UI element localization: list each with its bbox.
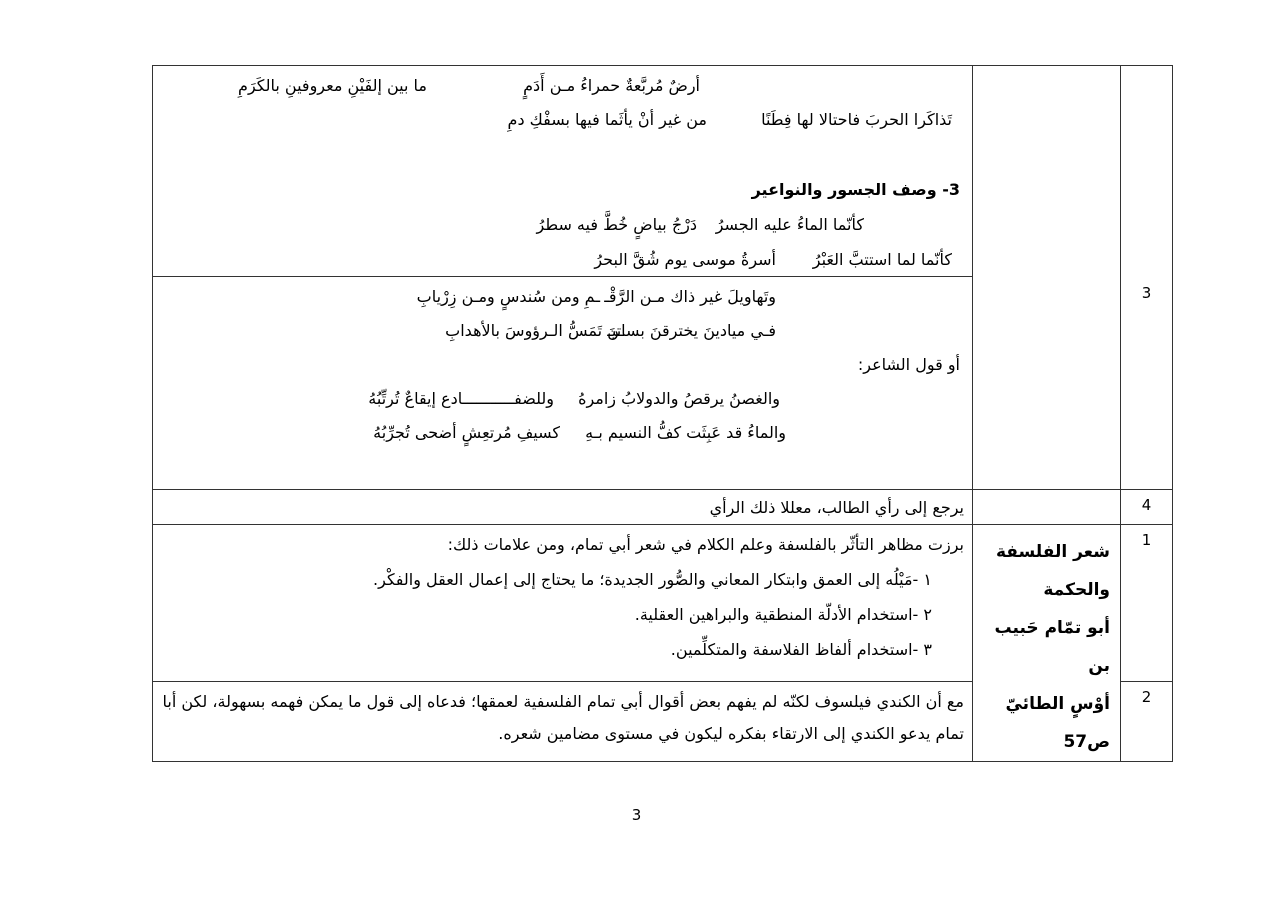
verse-right: كأنّما لما استتبَّ العَبْرُ (812, 250, 952, 269)
topic-cell (973, 490, 1121, 525)
topic-line: أبو تمّام حَبيب بن (994, 618, 1110, 676)
topic-line: والحكمة (1043, 580, 1110, 600)
topic-line: أوْسٍ الطائيّ (1005, 694, 1110, 714)
verse-right: تَذاكَرا الحربَ فاحتالا لها فِطَنًا (761, 110, 952, 129)
answer-text: مع أن الكندي فيلسوف لكنّه لم يفهم بعض أقوال أبي تمام الفلسفية لعمقها؛ فدعاه إلى قول ما يمكن فهمه بسهولة، لكن أبا (162, 691, 964, 711)
list-item: ٢ -استخدام الأدلّة المنطقية والبراهين العقلية. (634, 605, 932, 624)
verse-right: وتَهاويلَ غير ذاك مـن الرَّقْـ (604, 287, 776, 306)
table-row (153, 66, 1173, 277)
verse-left: كسيفِ مُرتعِشٍ أضحى تُجرِّبُهُ (373, 423, 560, 442)
section-heading: 3- وصف الجسور والنواعير (751, 180, 960, 199)
verse-right: فـي ميادينَ يخترقنَ بساتيـ (607, 321, 776, 340)
table-row (153, 525, 1173, 682)
answer-cell (153, 490, 973, 525)
question-number: 3 (1121, 66, 1173, 490)
table-row (153, 490, 1173, 525)
question-number: 2 (1121, 681, 1173, 761)
verse-right: والغصنُ يرقصُ والدولابُ زامرهُ (578, 389, 780, 408)
answer-intro: برزت مظاهر التأثّر بالفلسفة وعلم الكلام في شعر أبي تمام، ومن علامات ذلك: (447, 535, 964, 554)
verse-left: ما بين إلفَيْنِ معروفينِ بالكَرَمِ (238, 76, 427, 95)
topic-title (973, 525, 1121, 762)
verse-left: دَرْجُ بياضٍ خُطَّ فيه سطرُ (536, 215, 697, 234)
answer-text: تمام يدعو الكندي إلى الارتقاء بفكره ليكون في مستوى مضامين شعره. (498, 723, 964, 743)
verse-left: ـنَ تَمَسُّ الـرؤوسَ بالأهدابِ (445, 321, 624, 340)
answer-cell (153, 277, 973, 490)
verse-left: وللضفـــــــــــادع إيقاعٌ تُرتِّبُهُ (368, 389, 554, 408)
answer-cell (153, 681, 973, 761)
verse-right: أرضٌ مُربَّعةٌ حمراءُ مـن أَدَمٍ (523, 76, 700, 95)
page-number: 3 (631, 806, 642, 824)
list-item: ١ -مَيْلُه إلى العمق وابتكار المعاني والصُّور الجديدة؛ ما يحتاج إلى إعمال العقل والفكْر. (373, 570, 932, 589)
answer-text: يرجع إلى رأي الطالب، معللا ذلك الرأي (709, 498, 964, 517)
answer-cell (153, 66, 973, 277)
list-item: ٣ -استخدام ألفاظ الفلاسفة والمتكلِّمين. (670, 640, 932, 659)
verse-right: والماءُ قد عَبِثَت كفُّ النسيم بـهِ (585, 423, 786, 442)
verse-left: أسرةُ موسى يوم شُقَّ البحرُ (594, 250, 776, 269)
page-ref: ص57 (1063, 732, 1110, 752)
verse-right: كأنّما الماءُ عليه الجسرُ (715, 215, 864, 234)
answer-table (152, 65, 1173, 762)
topic-line: شعر الفلسفة (995, 542, 1110, 562)
topic-cell (973, 66, 1121, 490)
question-number: 1 (1121, 525, 1173, 682)
verse-left: ـمِ ومن سُندسٍ ومـن زِرْيابِ (416, 287, 600, 306)
question-number: 4 (1121, 490, 1173, 525)
poet-intro: أو قول الشاعر: (857, 355, 960, 374)
answer-cell (153, 525, 973, 682)
verse-left: من غير أنْ يأثَما فيها بسفْكِ دمِ (507, 110, 707, 129)
